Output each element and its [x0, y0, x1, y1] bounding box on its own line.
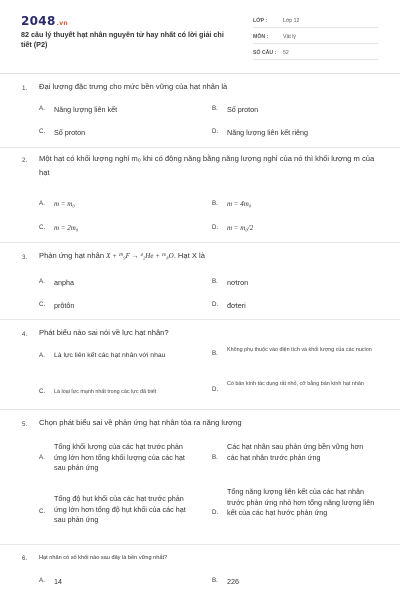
meta-row-class: LỚP : Lớp 12 [253, 14, 378, 28]
site-logo[interactable]: 2048.vn [21, 14, 68, 28]
question-text: Chọn phát biểu sai về phản ứng hạt nhân tỏa ra năng lượng [39, 418, 242, 427]
question-number: 5. [22, 421, 28, 428]
question-text: Phát biểu nào sai nói về lực hạt nhân? [39, 328, 169, 337]
nuclear-reaction-equation: X + ¹⁹₉F → ⁴₂He + ¹⁶₈O [106, 252, 174, 260]
question-text: Hạt nhân có số khối nào sau đây là bền vững nhất? [39, 555, 168, 561]
question-text: Đại lượng đặc trưng cho mức bền vững của hạt nhân là [39, 82, 228, 91]
document-title: 82 câu lý thuyết hạt nhân nguyên tử hay nhất có lời giải chi tiết (P2) [21, 30, 224, 49]
meta-row-subject: MÔN : Vật lý [253, 30, 378, 44]
question-divider [0, 544, 400, 545]
question-divider [0, 319, 400, 320]
question-divider [0, 147, 400, 148]
question-divider [0, 242, 400, 243]
question-text: Một hạt có khối lượng nghỉ m₀ khi có động năng bằng năng lượng nghỉ của nó thì khối lượng m của hạt [39, 154, 375, 177]
question-divider [0, 409, 400, 410]
question-number: 3. [22, 254, 28, 261]
question-text: Phản ứng hạt nhân X + ¹⁹₉F → ⁴₂He + ¹⁶₈O. Hạt X là [39, 251, 205, 260]
question-number: 6. [22, 555, 28, 562]
meta-row-count: SỐ CÂU : 52 [253, 46, 378, 60]
question-number: 4. [22, 331, 28, 338]
document-header [0, 0, 400, 72]
question-number: 1. [22, 85, 28, 92]
header-divider [0, 73, 400, 74]
question-number: 2. [22, 157, 28, 164]
